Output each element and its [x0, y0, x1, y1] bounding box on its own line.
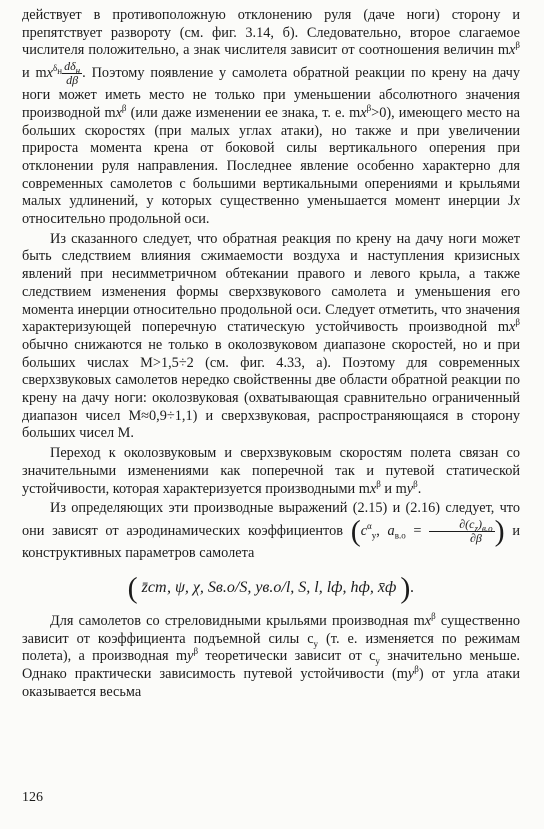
paragraph-1: действует в противоположную отклонению руля (даче ноги) сторону и препятствует развороту (см. фиг. 3.14, б). Следовательно, второе слагаемое числителя положительно, а знак числителя зависит от соотношения величин $mx^\beta$ и $mx^{\delta_н}$ $\frac{d\delta_н}{d\beta}$ . Поэтому появление у самолета обратной реакции по крену на дачу ноги может иметь место не только при уменьшении абсолютного значения производной $mx^\beta$ (или даже изменении ее знака, т. е. $mx^\beta>0$), имеющего место на больших скоростях (при малых углах атаки), но также и при увеличении прироста момента крена от боковой силы вертикального оперения при отклонении руля направления. Последнее явление особенно характерно для современных самолетов с большими вертикальными оперениями и крыльями малых удлинений, у которых существенно уменьшается момент инерции Jx относительно продольной оси. — [22, 7, 520, 228]
parameters-formula: ( z̄ст, ψ, χ, Sв.о/S, yв.о/l, S, l, lф, hф, x̄ф ). — [127, 571, 415, 605]
paragraph-5: Для самолетов со стреловидными крыльями производная $mx^\beta$ существенно зависит от коэффициента подъемной силы $c_y$ (т. е. изменяется по режимам полета), а производная $my^\beta$ теоретически зависит от $c_y$ значительно меньше. Однако практически зависимость путевой устойчивости $(my^\beta)$ от угла атаки оказывается весьма — [22, 611, 520, 700]
body-text — [22, 7, 520, 702]
page-number: 126 — [22, 790, 43, 805]
paragraph-2: Из сказанного следует, что обратная реакция по крену на дачу ноги может быть следствием влияния сжимаемости воздуха и наступления кризисных явлений при несимметричном обтекании правого и левого крыла, а также следствием изменения формы сверхзвукового самолета и уменьшения его момента инерции относительно продольной оси. Следует отметить, что значения характеризующей поперечную статическую устойчивость производной $mx^\beta$ обычно снижаются не только в околозвуковом диапазоне скоростей, но и при больших числах M>1,5÷2 (см. фиг. 4.33, а). Поэтому для современных сверхзвуковых самолетов нередко свойственны две области обратной реакции по крену на дачу ноги: околозвуковая (охватывающая сравнительно ограниченный диапазон чисел M≈0,9÷1,1) и сверхзвуковая, распространяющаяся в сторону больших чисел M. — [22, 230, 520, 442]
paragraph-4: Из определяющих эти производные выражений (2.15) и (2.16) следует, что они зависят от аэродинамических коэффициентов ($c^\alpha_y$, $a_{в.о}$ = $\frac{\partial(c_z)_{в.о}}{\partial\beta}$ ) и конструктивных параметров самолета — [22, 500, 520, 561]
paragraph-3: Переход к околозвуковым и сверхзвуковым скоростям полета связан со значительными изменениями как поперечной так и путевой статической устойчивости, которая характеризуется производными $mx^\beta$ и $my^\beta$. — [22, 445, 520, 497]
fraction-dcz-dbeta: $\frac{\partial(c_z)_{в.о}}{\partial\beta}$ — [429, 518, 494, 545]
fraction-dbh-dbeta: $\frac{d\delta_н}{d\beta}$ — [64, 59, 81, 88]
